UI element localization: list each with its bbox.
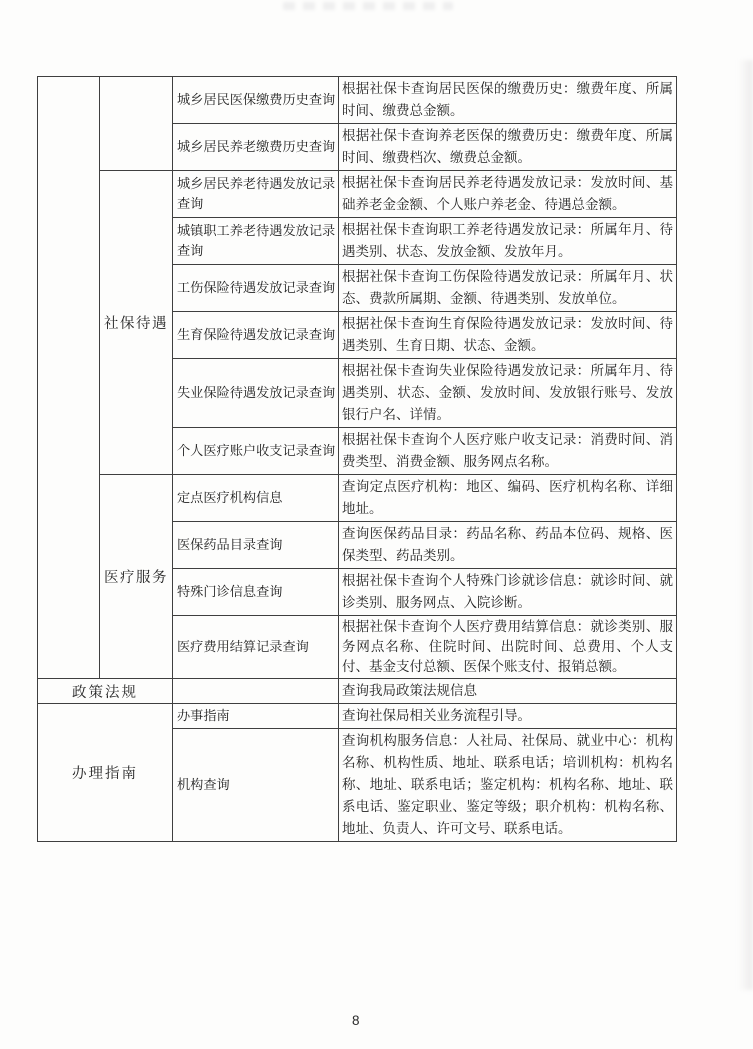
scan-bleed-artifact <box>283 2 453 10</box>
item-cell: 失业保险待遇发放记录查询 <box>173 359 339 428</box>
item-cell: 城乡居民养老缴费历史查询 <box>173 124 339 171</box>
item-cell: 特殊门诊信息查询 <box>173 569 339 616</box>
item-cell: 城乡居民养老待遇发放记录查询 <box>173 171 339 218</box>
item-cell-empty <box>173 679 339 704</box>
desc-cell: 根据社保卡查询生育保险待遇发放记录：发放时间、待遇类别、生育日期、状态、金额。 <box>339 312 677 359</box>
desc-cell: 根据社保卡查询个人医疗账户收支记录：消费时间、消费类型、消费金额、服务网点名称。 <box>339 428 677 475</box>
desc-cell: 根据社保卡查询居民医保的缴费历史：缴费年度、所属时间、缴费总金额。 <box>339 77 677 124</box>
desc-cell: 查询医保药品目录：药品名称、药品本位码、规格、医保类型、药品类别。 <box>339 522 677 569</box>
desc-cell: 根据社保卡查询个人特殊门诊就诊信息：就诊时间、就诊类别、服务网点、入院诊断。 <box>339 569 677 616</box>
desc-cell: 查询机构服务信息：人社局、社保局、就业中心：机构名称、机构性质、地址、联系电话；培训机构：机构名称、地址、联系电话；鉴定机构：机构名称、地址、联系电话、鉴定职业、鉴定等级；职介机构：机构名称、地址、负责人、许可文号、联系电话。 <box>339 729 677 842</box>
category-cell-empty <box>38 77 100 679</box>
subcategory-cell-empty <box>100 77 173 171</box>
item-cell: 个人医疗账户收支记录查询 <box>173 428 339 475</box>
desc-cell: 根据社保卡查询职工养老待遇发放记录：所属年月、待遇类别、状态、发放金额、发放年月。 <box>339 218 677 265</box>
category-cell-banli-zhinan: 办理指南 <box>38 704 173 842</box>
scan-edge-streak <box>738 60 753 990</box>
table-row <box>38 171 677 218</box>
item-cell: 机构查询 <box>173 729 339 842</box>
desc-cell: 根据社保卡查询个人医疗费用结算信息：就诊类别、服务网点名称、住院时间、出院时间、总费用、个人支付、基金支付总额、医保个账支付、报销总额。 <box>339 616 677 679</box>
desc-cell: 根据社保卡查询失业保险待遇发放记录：所属年月、待遇类别、状态、金额、发放时间、发放银行账号、发放银行户名、详情。 <box>339 359 677 428</box>
item-cell: 医保药品目录查询 <box>173 522 339 569</box>
item-cell: 定点医疗机构信息 <box>173 475 339 522</box>
desc-cell: 查询定点医疗机构：地区、编码、医疗机构名称、详细地址。 <box>339 475 677 522</box>
desc-cell: 查询我局政策法规信息 <box>339 679 677 704</box>
table-row <box>38 77 677 124</box>
table-row <box>38 475 677 522</box>
table-row-guide <box>38 704 677 729</box>
item-cell: 城镇职工养老待遇发放记录查询 <box>173 218 339 265</box>
subcategory-cell-yiliao-fuwu: 医疗服务 <box>100 475 173 679</box>
desc-cell: 根据社保卡查询养老医保的缴费历史：缴费年度、所属时间、缴费档次、缴费总金额。 <box>339 124 677 171</box>
category-cell-zhengce-fagui: 政策法规 <box>38 679 173 704</box>
item-cell: 医疗费用结算记录查询 <box>173 616 339 679</box>
table-row-policy <box>38 679 677 704</box>
page-number: 8 <box>352 1013 360 1028</box>
item-cell: 城乡居民医保缴费历史查询 <box>173 77 339 124</box>
desc-cell: 根据社保卡查询工伤保险待遇发放记录：所属年月、状态、费款所属期、金额、待遇类别、发放单位。 <box>339 265 677 312</box>
item-cell: 生育保险待遇发放记录查询 <box>173 312 339 359</box>
subcategory-cell-shebao-daiyu: 社保待遇 <box>100 171 173 475</box>
desc-cell: 根据社保卡查询居民养老待遇发放记录：发放时间、基础养老金金额、个人账户养老金、待遇总金额。 <box>339 171 677 218</box>
item-cell: 工伤保险待遇发放记录查询 <box>173 265 339 312</box>
item-cell: 办事指南 <box>173 704 339 729</box>
desc-cell: 查询社保局相关业务流程引导。 <box>339 704 677 729</box>
services-table <box>37 76 677 842</box>
